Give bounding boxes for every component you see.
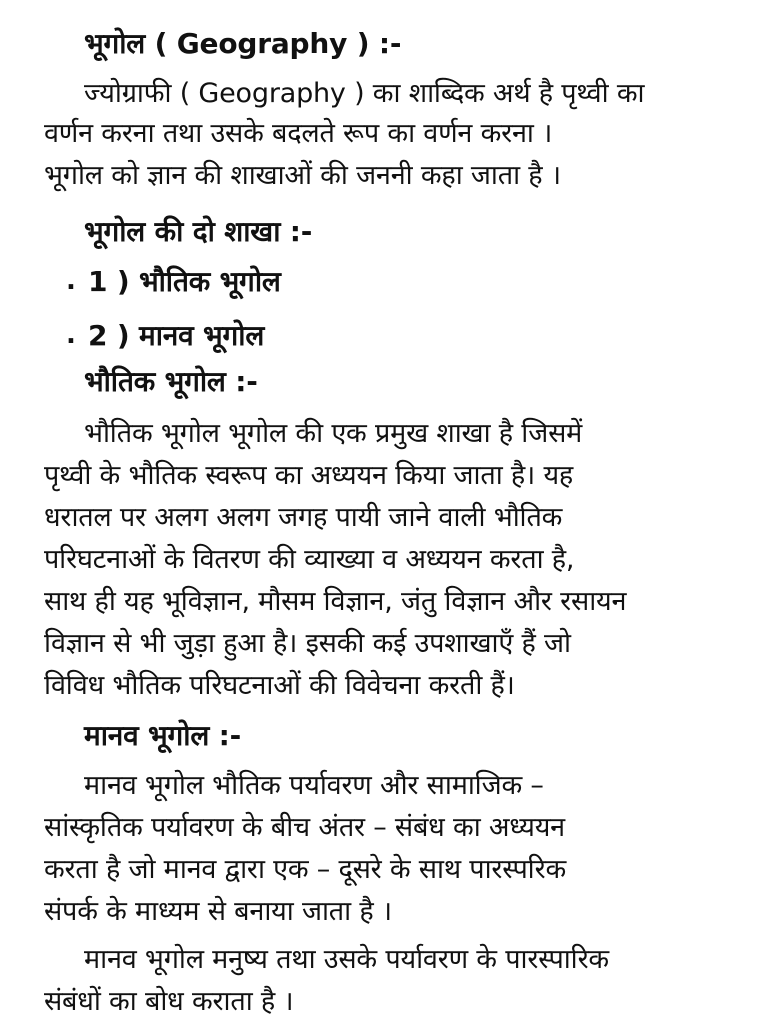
intro-line-3: भूगोल को ज्ञान की शाखाओं की जननी कहा जाता है । — [44, 160, 561, 191]
human-p1-line-3: करता है जो मानव द्वारा एक – दूसरे के साथ पारस्परिक — [44, 854, 567, 885]
human-p2-line-1: मानव भूगोल मनुष्य तथा उसके पर्यावरण के पारस्पारिक — [84, 944, 609, 975]
human-p1-line-2: सांस्कृतिक पर्यावरण के बीच अंतर – संबंध का अध्ययन — [44, 812, 565, 843]
intro-line-2: वर्णन करना तथा उसके बदलते रूप का वर्णन करना । — [44, 118, 553, 149]
physical-line-5: साथ ही यह भूविज्ञान, मौसम विज्ञान, जंतु विज्ञान और रसायन — [44, 586, 627, 617]
physical-line-7: विविध भौतिक परिघटनाओं की विवेचना करती हैं। — [44, 670, 515, 701]
bullet-2: . — [66, 320, 76, 350]
human-p1-line-4: संपर्क के माध्यम से बनाया जाता है । — [44, 896, 392, 927]
heading-human: मानव भूगोल :- — [84, 719, 242, 752]
physical-line-6: विज्ञान से भी जुड़ा हुआ है। इसकी कई उपशाखाएँ हैं जो — [44, 628, 571, 659]
human-p2-line-2: संबंधों का बोध कराता है । — [44, 986, 294, 1017]
bullet-1: . — [66, 266, 76, 296]
physical-line-1: भौतिक भूगोल भूगोल की एक प्रमुख शाखा है जिसमें — [84, 418, 583, 449]
physical-line-3: धरातल पर अलग अलग जगह पायी जाने वाली भौतिक — [44, 502, 563, 533]
intro-line-1: ज्योग्राफी ( Geography ) का शाब्दिक अर्थ है पृथ्वी का — [84, 78, 645, 109]
heading-geography: भूगोल ( Geography ) :- — [84, 27, 402, 60]
physical-line-4: परिघटनाओं के वितरण की व्याख्या व अध्ययन करता है, — [44, 544, 575, 575]
heading-physical: भौतिक भूगोल :- — [84, 365, 258, 398]
physical-line-2: पृथ्वी के भौतिक स्वरूप का अध्ययन किया जाता है। यह — [44, 460, 574, 491]
human-p1-line-1: मानव भूगोल भौतिक पर्यावरण और सामाजिक – — [84, 770, 544, 801]
heading-branches: भूगोल की दो शाखा :- — [84, 215, 313, 248]
branch-item-2: 2 ) मानव भूगोल — [88, 319, 265, 352]
branch-item-1: 1 ) भौतिक भूगोल — [88, 265, 281, 298]
